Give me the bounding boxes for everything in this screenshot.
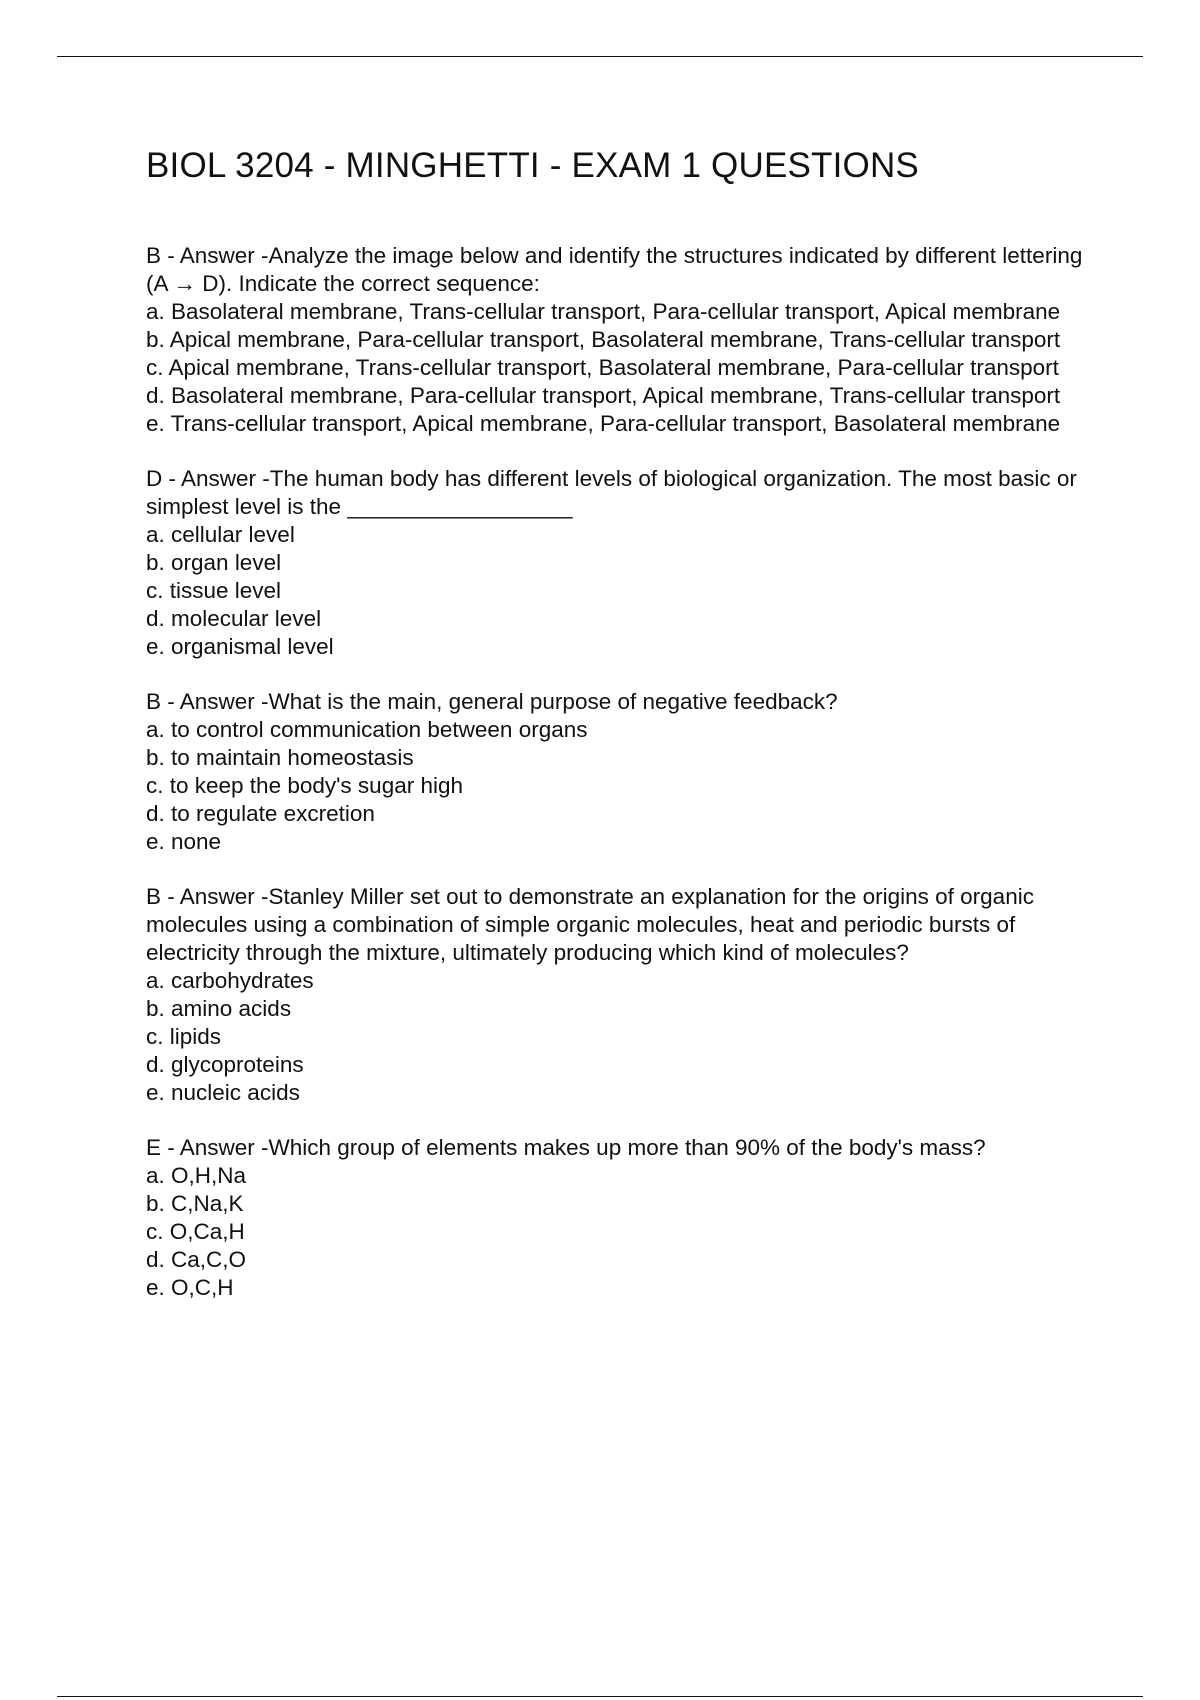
option-b: b. amino acids (146, 996, 292, 1021)
option-list (146, 521, 1086, 661)
question-prompt: Stanley Miller set out to demonstrate an explanation for the origins of organic molecules using a combination of simple organic molecules, heat and periodic bursts of electricity through the mixture, ultimately producing which kind of molecules? (146, 884, 1034, 965)
document-title: BIOL 3204 - MINGHETTI - EXAM 1 QUESTIONS (146, 146, 919, 185)
option-e: e. nucleic acids (146, 1080, 300, 1105)
question-5 (146, 1134, 1086, 1302)
option-a: a. cellular level (146, 522, 295, 547)
question-text (146, 465, 1086, 521)
option-d: d. molecular level (146, 606, 322, 631)
question-text (146, 883, 1086, 967)
question-text (146, 688, 1086, 716)
option-e: e. none (146, 829, 222, 854)
option-c: c. O,Ca,H (146, 1219, 245, 1244)
option-list (146, 298, 1086, 438)
option-list (146, 967, 1086, 1107)
option-d: d. glycoproteins (146, 1052, 304, 1077)
question-text (146, 1134, 1086, 1162)
option-a: a. to control communication between organs (146, 717, 588, 742)
option-c: c. to keep the body's sugar high (146, 773, 463, 798)
answer-prefix: D - Answer - (146, 466, 270, 491)
option-a: a. Basolateral membrane, Trans-cellular transport, Para-cellular transport, Apical membrane (146, 299, 1061, 324)
option-e: e. O,C,H (146, 1275, 234, 1300)
question-1 (146, 242, 1086, 438)
option-a: a. carbohydrates (146, 968, 314, 993)
answer-prefix: B - Answer - (146, 689, 269, 714)
answer-prefix: B - Answer - (146, 243, 269, 268)
option-b: b. Apical membrane, Para-cellular transport, Basolateral membrane, Trans-cellular transport (146, 327, 1061, 352)
question-prompt: What is the main, general purpose of negative feedback? (268, 689, 838, 714)
top-rule (57, 56, 1143, 57)
answer-prefix: E - Answer - (146, 1135, 269, 1160)
question-2 (146, 465, 1086, 661)
bottom-rule (57, 1696, 1143, 1697)
option-list (146, 1162, 1086, 1302)
option-c: c. lipids (146, 1024, 222, 1049)
option-a: a. O,H,Na (146, 1163, 247, 1188)
question-text (146, 242, 1086, 298)
option-d: d. to regulate excretion (146, 801, 375, 826)
answer-prefix: B - Answer - (146, 884, 269, 909)
option-list (146, 716, 1086, 856)
option-d: d. Ca,C,O (146, 1247, 247, 1272)
option-b: b. C,Na,K (146, 1191, 244, 1216)
option-c: c. Apical membrane, Trans-cellular transport, Basolateral membrane, Para-cellular transport (146, 355, 1059, 380)
option-e: e. organismal level (146, 634, 334, 659)
option-b: b. to maintain homeostasis (146, 745, 414, 770)
question-prompt: Which group of elements makes up more than 90% of the body's mass? (268, 1135, 986, 1160)
question-prompt: Analyze the image below and identify the structures indicated by different lettering (A → D). Indicate the correct sequence: (146, 243, 1083, 296)
option-e: e. Trans-cellular transport, Apical membrane, Para-cellular transport, Basolateral membrane (146, 411, 1061, 436)
question-3 (146, 688, 1086, 856)
question-4 (146, 883, 1086, 1107)
option-b: b. organ level (146, 550, 282, 575)
option-d: d. Basolateral membrane, Para-cellular transport, Apical membrane, Trans-cellular transport (146, 383, 1061, 408)
option-c: c. tissue level (146, 578, 282, 603)
question-prompt: The human body has different levels of biological organization. The most basic or simplest level is the __________________ (146, 466, 1077, 519)
question-list (146, 242, 1086, 1329)
